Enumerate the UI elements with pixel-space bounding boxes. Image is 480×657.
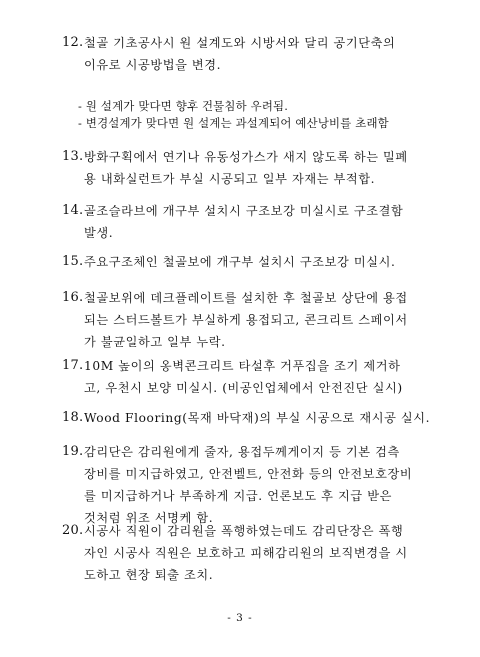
- item-number: 14.: [62, 203, 84, 218]
- list-item-19: [62, 441, 458, 529]
- item-text-line: Wood Flooring(목재 바닥재)의 부실 시공으로 재시공 실시.: [84, 411, 431, 425]
- item-number: 18.: [62, 410, 84, 425]
- list-item-20: [62, 520, 458, 586]
- sub-item: - 변경설계가 맞다면 원 설계는 과설계되어 예산낭비를 초래함: [78, 116, 389, 130]
- item-text-line: 이유로 시공방법을 변경.: [84, 58, 222, 72]
- item-number: 20.: [62, 523, 84, 538]
- item-text-line: 감리단은 감리원에게 줄자, 용접두께게이지 등 기본 검측: [84, 445, 400, 459]
- list-item-12: [62, 32, 458, 76]
- list-item-18: [62, 407, 458, 429]
- item-text-line: 철골보위에 데크플레이트를 설치한 후 철골보 상단에 용접: [84, 291, 408, 305]
- item-text-line: 가 불균일하고 일부 누락.: [84, 335, 226, 349]
- item-text-line: 도하고 현장 퇴출 조치.: [84, 568, 214, 582]
- item-text-line: 철골 기초공사시 원 설계도와 시방서와 달리 공기단축의: [84, 36, 396, 50]
- item-text-line: 되는 스터드볼트가 부실하게 용접되고, 콘크리트 스페이서: [84, 313, 408, 327]
- list-item-17: [62, 355, 458, 399]
- list-item-15: [62, 251, 458, 273]
- sub-item: - 원 설계가 맞다면 향후 건물침하 우려됨.: [78, 99, 289, 113]
- item-text-line: 자인 시공사 직원은 보호하고 피해감리원의 보직변경을 시: [84, 546, 408, 560]
- page-number: - 3 -: [227, 612, 253, 624]
- item-number: 17.: [62, 358, 84, 373]
- item-number: 15.: [62, 254, 84, 269]
- item-number: 19.: [62, 444, 84, 459]
- item-text-line: 발생.: [84, 226, 114, 240]
- item-number: 13.: [62, 149, 84, 164]
- item-number: 12.: [62, 35, 84, 50]
- item-text-line: 것처럼 위조 서명케 함.: [84, 511, 214, 525]
- list-item-13: [62, 146, 458, 190]
- item-text-line: 시공사 직원이 감리원을 폭행하였는데도 감리단장은 폭행: [84, 524, 404, 538]
- item-number: 16.: [62, 290, 84, 305]
- item-text-line: 장비를 미지급하였고, 안전벨트, 안전화 등의 안전보호장비: [84, 467, 413, 481]
- item-text-line: 용 내화실런트가 부실 시공되고 일부 자재는 부적합.: [84, 172, 376, 186]
- item-text-line: 고, 우천시 보양 미실시. (비공인업체에서 안전진단 실시): [84, 381, 403, 395]
- item-text-line: 골조슬라브에 개구부 설치시 구조보강 미실시로 구조결함: [84, 204, 404, 218]
- item-text-line: 10M 높이의 옹벽콘크리트 타설후 거푸집을 조기 제거하: [84, 359, 401, 373]
- list-item-16: [62, 287, 458, 353]
- item-text-line: 를 미지급하거나 부족하게 지급. 언론보도 후 지급 받은: [84, 489, 393, 503]
- item-text-line: 방화구획에서 연기나 유동성가스가 새지 않도록 하는 밀폐: [84, 150, 408, 164]
- item-text-line: 주요구조체인 철골보에 개구부 설치시 구조보강 미실시.: [84, 255, 396, 269]
- list-item-14: [62, 200, 458, 244]
